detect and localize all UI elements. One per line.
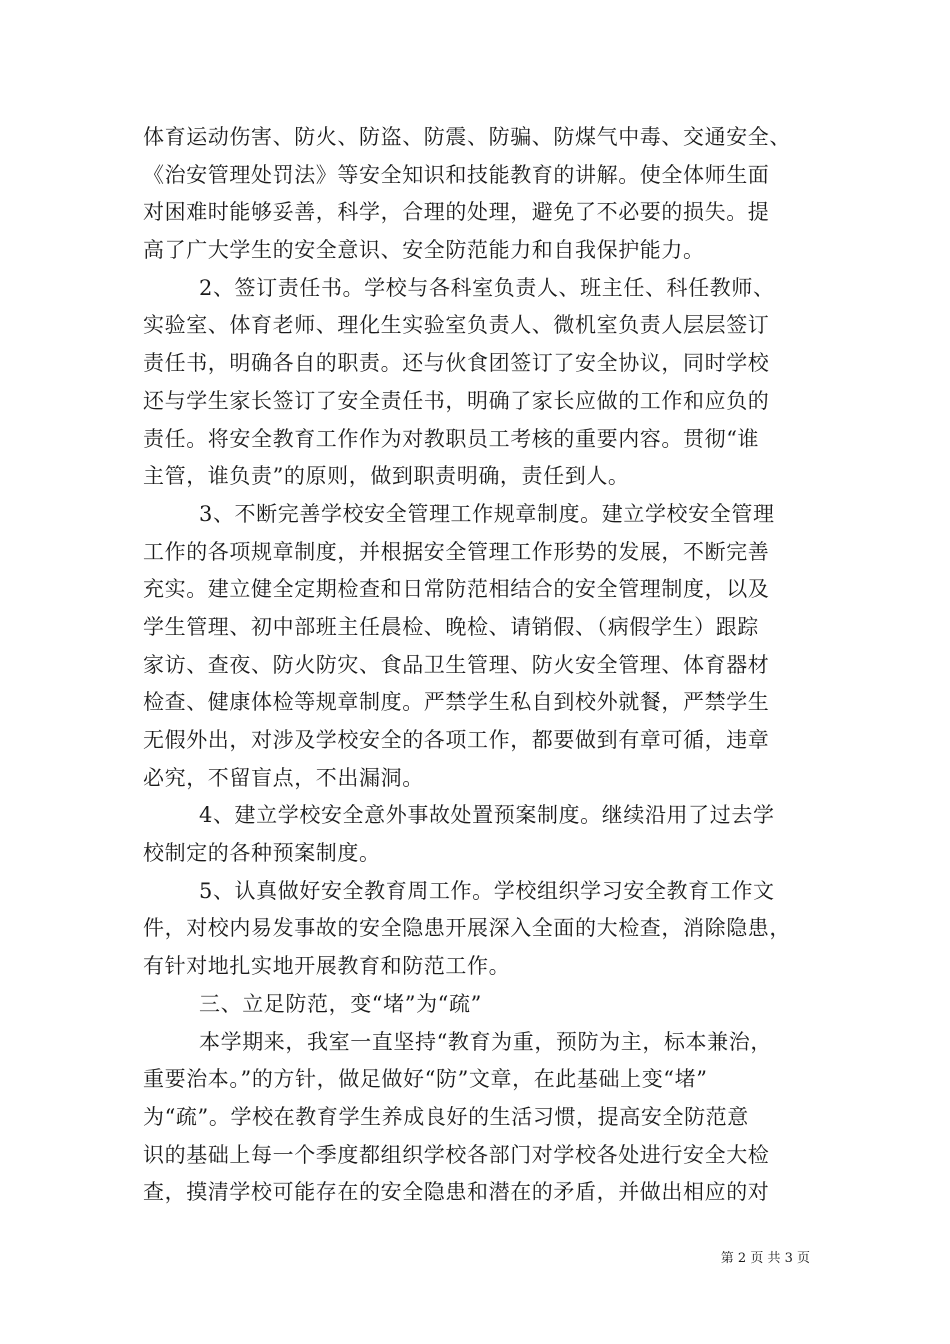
- text-line: 对困难时能够妥善，科学，合理的处理，避免了不必要的损失。提: [143, 200, 770, 225]
- document-body: [143, 119, 813, 1212]
- text-line: 必究，不留盲点，不出漏洞。: [143, 765, 424, 790]
- page-number-footer: 第 2 页 共 3 页: [720, 1251, 810, 1266]
- text-line: 2、签订责任书。学校与各科室负责人、班主任、科任教师、: [199, 275, 775, 300]
- text-line: 校制定的各种预案制度。: [143, 841, 381, 866]
- text-line: 重要治本。”的方针，做足做好“防”文章，在此基础上变“堵”: [143, 1067, 708, 1092]
- text-line: 主管，谁负责”的原则，做到职责明确，责任到人。: [143, 464, 630, 489]
- text-line: 三、立足防范，变“堵”为“疏”: [199, 991, 482, 1016]
- text-line: 3、不断完善学校安全管理工作规章制度。建立学校安全管理: [199, 501, 775, 526]
- text-line: 还与学生家长签订了安全责任书，明确了家长应做的工作和应负的: [143, 388, 770, 413]
- text-line: 有针对地扎实地开展教育和防范工作。: [143, 954, 511, 979]
- text-line: 实验室、体育老师、理化生实验室负责人、微机室负责人层层签订: [143, 313, 770, 338]
- text-line: 4、建立学校安全意外事故处置预案制度。继续沿用了过去学: [199, 803, 775, 828]
- text-line: 责任。将安全教育工作作为对教职员工考核的重要内容。贯彻“谁: [143, 426, 760, 451]
- text-line: 责任书，明确各自的职责。还与伙食团签订了安全协议，同时学校: [143, 351, 770, 376]
- text-line: 件，对校内易发事故的安全隐患开展深入全面的大检查，消除隐患，: [143, 916, 791, 941]
- text-line: 学生管理、初中部班主任晨检、晚检、请销假、（病假学生）跟踪: [143, 614, 759, 639]
- text-line: 5、认真做好安全教育周工作。学校组织学习安全教育工作文: [199, 878, 775, 903]
- text-line: 工作的各项规章制度，并根据安全管理工作形势的发展，不断完善: [143, 539, 770, 564]
- text-line: 检查、健康体检等规章制度。严禁学生私自到校外就餐，严禁学生: [143, 690, 770, 715]
- text-line: 无假外出，对涉及学校安全的各项工作，都要做到有章可循，违章: [143, 728, 770, 752]
- text-line: 家访、查夜、防火防灾、食品卫生管理、防火安全管理、体育器材: [143, 652, 770, 677]
- text-line: 充实。建立健全定期检查和日常防范相结合的安全管理制度，以及: [143, 577, 770, 602]
- text-line: 高了广大学生的安全意识、安全防范能力和自我保护能力。: [143, 238, 705, 263]
- text-line: 本学期来，我室一直坚持“教育为重，预防为主，标本兼治，: [199, 1029, 772, 1054]
- text-line: 《治安管理处罚法》等安全知识和技能教育的讲解。使全体师生面: [143, 162, 770, 187]
- text-line: 查，摸清学校可能存在的安全隐患和潜在的矛盾，并做出相应的对: [143, 1180, 770, 1205]
- text-line: 识的基础上每一个季度都组织学校各部门对学校各处进行安全大检: [143, 1142, 770, 1167]
- text-line: 体育运动伤害、防火、防盗、防震、防骗、防煤气中毒、交通安全、: [143, 125, 791, 149]
- text-line: 为“疏”。学校在教育学生养成良好的生活习惯，提高安全防范意: [143, 1104, 749, 1129]
